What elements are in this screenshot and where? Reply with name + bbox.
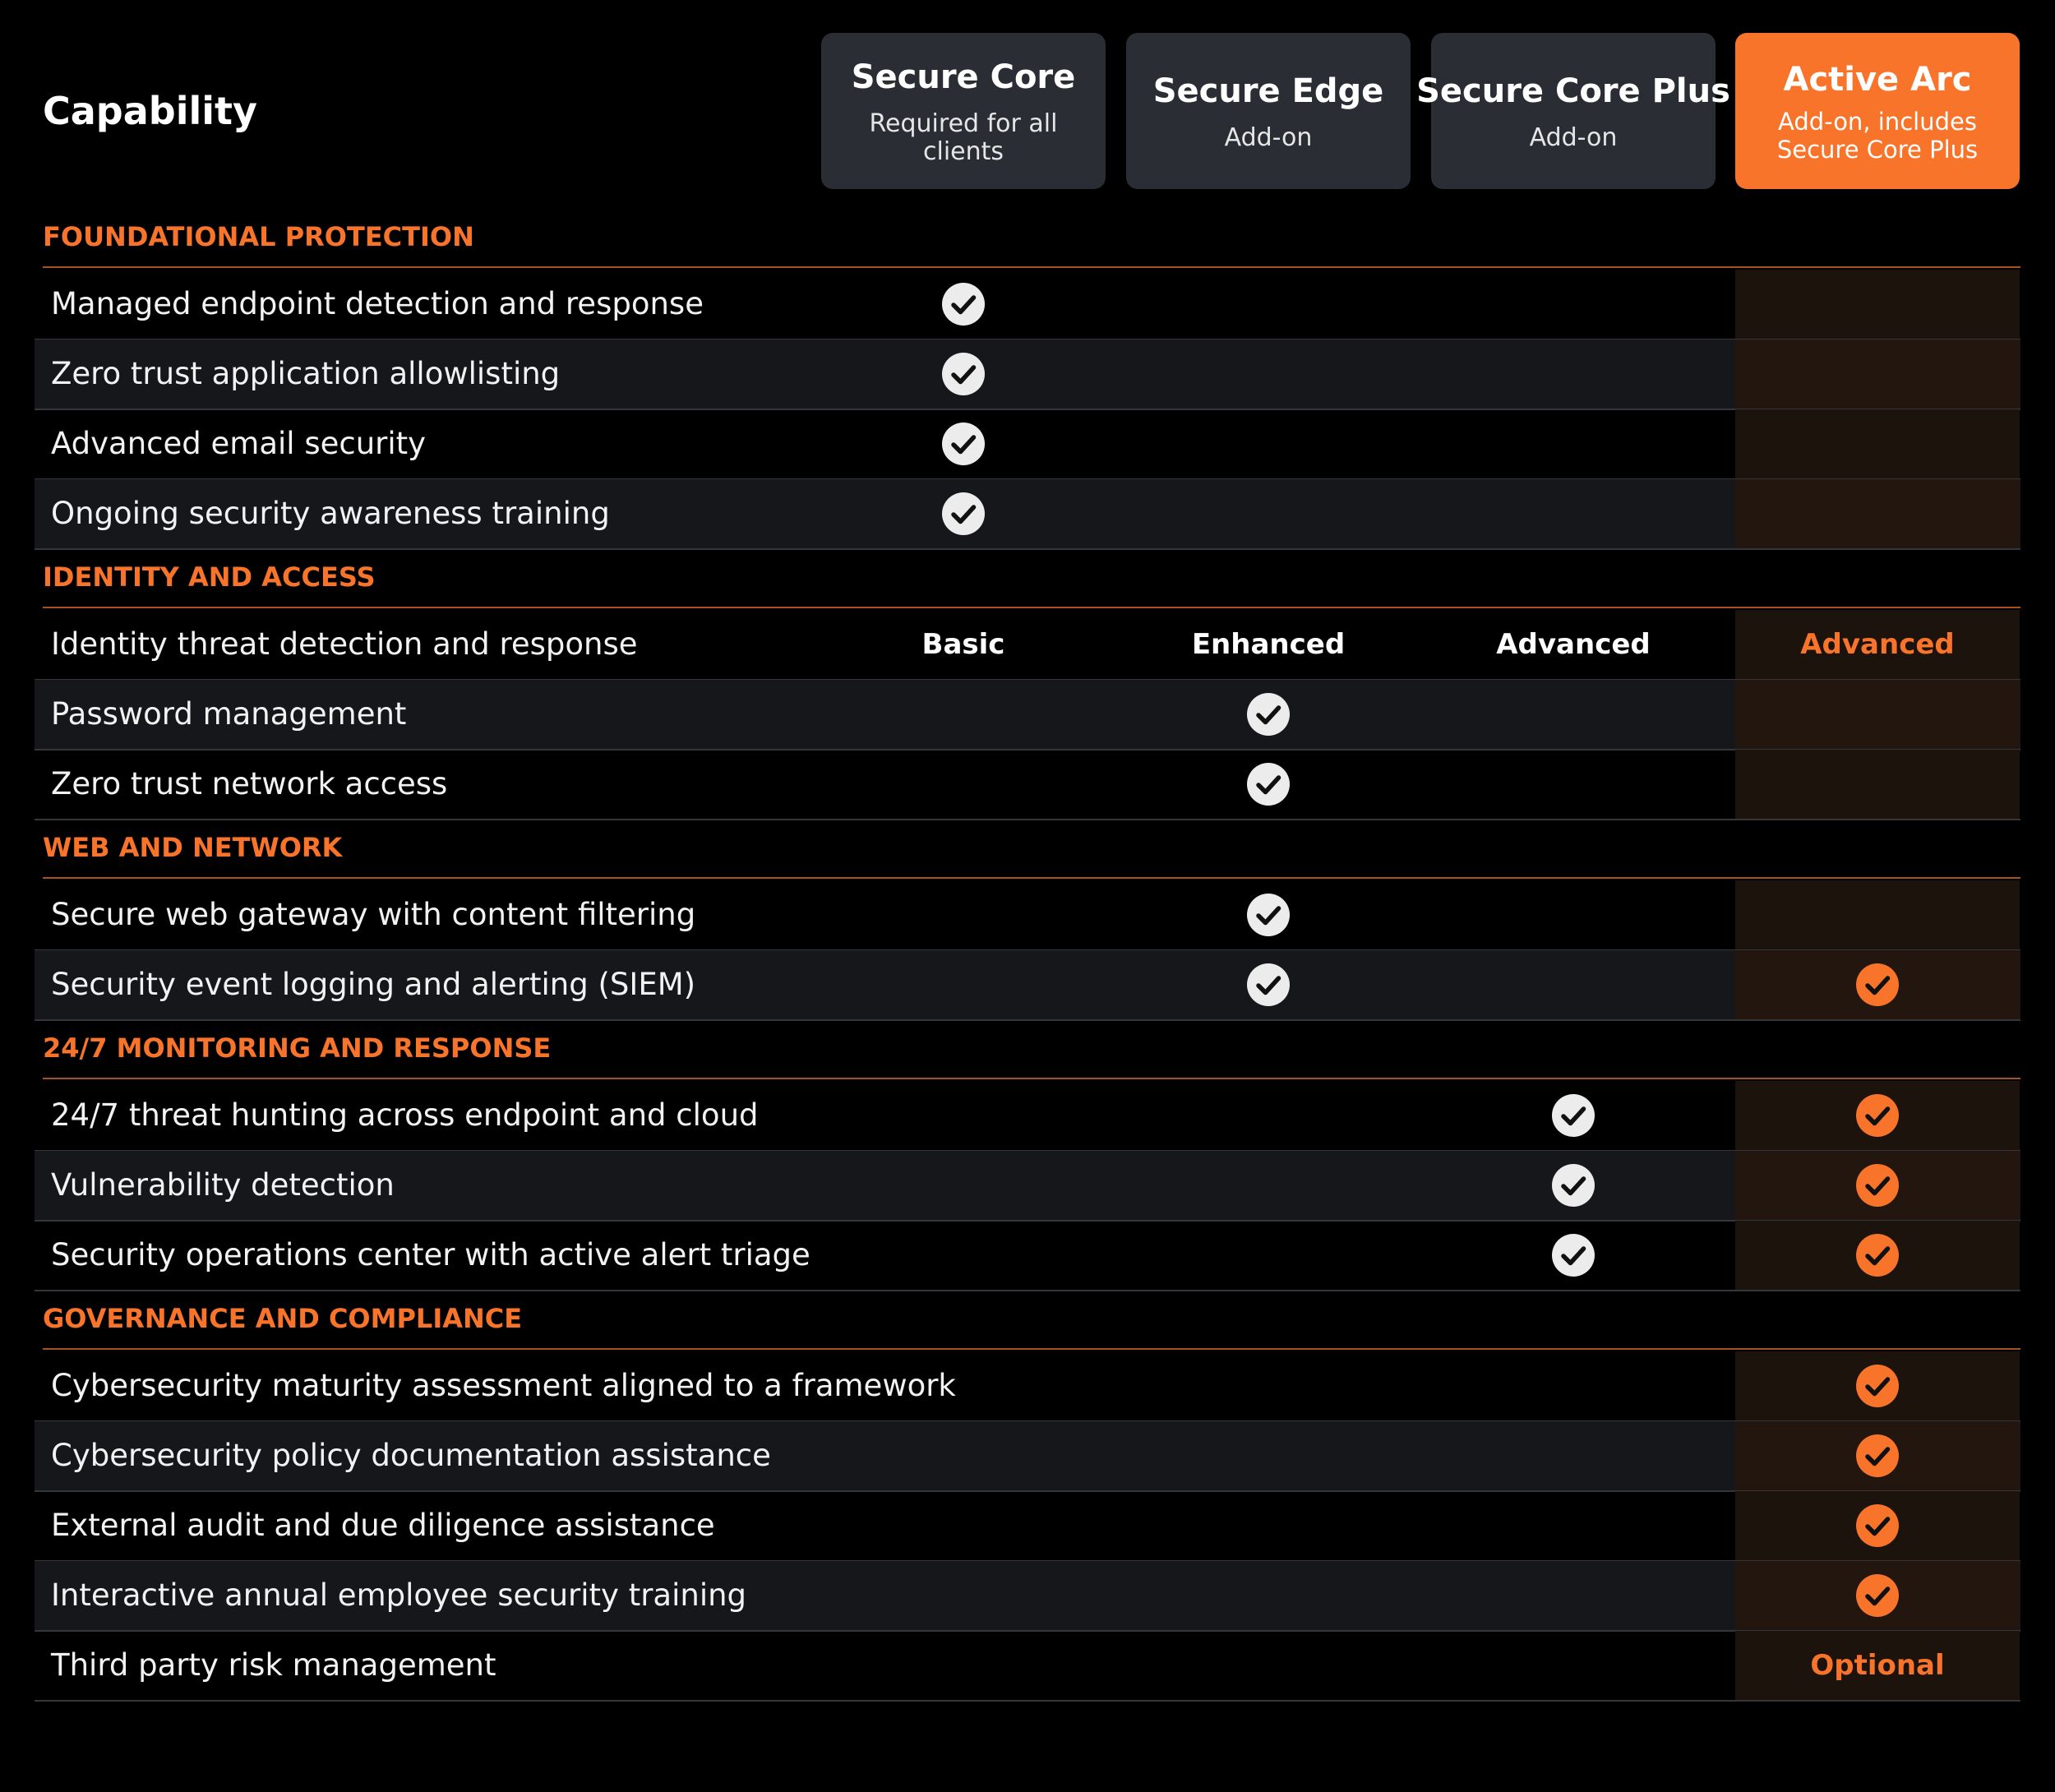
plan-cell bbox=[1126, 610, 1411, 679]
plan-cell bbox=[821, 610, 1106, 679]
plan-cell bbox=[1126, 409, 1411, 478]
tier-level-text: Advanced bbox=[1800, 628, 1955, 661]
capability-label: Vulnerability detection bbox=[51, 1167, 395, 1203]
plan-cell bbox=[1431, 610, 1716, 679]
check-icon bbox=[941, 352, 986, 396]
table-row bbox=[35, 1151, 2020, 1222]
capability-label: External audit and due diligence assistance bbox=[51, 1508, 715, 1543]
check-icon bbox=[941, 492, 986, 536]
tier-level-text: Basic bbox=[921, 628, 1005, 661]
plan-cell bbox=[1126, 1561, 1411, 1630]
capability-label: Identity threat detection and response bbox=[51, 626, 638, 662]
plan-cell bbox=[1126, 270, 1411, 339]
capability-label: Interactive annual employee security training bbox=[51, 1577, 747, 1613]
table-row bbox=[35, 479, 2020, 550]
capability-label: Password management bbox=[51, 696, 407, 732]
plan-cell bbox=[1126, 479, 1411, 548]
plan-cell bbox=[1126, 1151, 1411, 1220]
plan-cell bbox=[1431, 880, 1716, 949]
orange-check-icon bbox=[1855, 1434, 1900, 1478]
capability-label: Third party risk management bbox=[51, 1647, 496, 1683]
capability-label: Zero trust application allowlisting bbox=[51, 356, 561, 391]
section-heading: IDENTITY AND ACCESS bbox=[43, 561, 376, 593]
table-row bbox=[35, 750, 2020, 820]
plan-cell bbox=[1431, 1631, 1716, 1700]
plan-cell bbox=[821, 1631, 1106, 1700]
plan-cell bbox=[821, 1221, 1106, 1290]
plan-cell bbox=[1126, 1081, 1411, 1150]
table-row bbox=[35, 880, 2020, 951]
plan-cell bbox=[821, 1491, 1106, 1560]
table-row bbox=[35, 1221, 2020, 1291]
plan-header-secure-edge bbox=[1126, 33, 1411, 189]
plan-cell bbox=[1735, 339, 2020, 409]
plan-cell bbox=[1735, 1421, 2020, 1490]
section-heading: GOVERNANCE AND COMPLIANCE bbox=[43, 1303, 523, 1334]
plan-name: Active Arc bbox=[1783, 61, 1972, 99]
plan-cell bbox=[1735, 750, 2020, 819]
check-icon bbox=[1246, 963, 1291, 1007]
plan-cell bbox=[1126, 1631, 1411, 1700]
capability-heading: Capability bbox=[43, 89, 257, 133]
plan-cell bbox=[1126, 339, 1411, 409]
plan-cell bbox=[1431, 680, 1716, 749]
plan-cell bbox=[1735, 1221, 2020, 1290]
plan-cell bbox=[1431, 750, 1716, 819]
table-row bbox=[35, 339, 2020, 410]
plan-cell bbox=[821, 750, 1106, 819]
tier-level-text: Enhanced bbox=[1191, 628, 1346, 661]
plan-cell bbox=[821, 880, 1106, 949]
plan-cell bbox=[1735, 1351, 2020, 1420]
plan-cell bbox=[821, 270, 1106, 339]
plan-cell bbox=[1431, 270, 1716, 339]
table-row bbox=[35, 950, 2020, 1021]
capability-label: Ongoing security awareness training bbox=[51, 496, 610, 531]
plan-cell bbox=[1431, 950, 1716, 1019]
plan-cell bbox=[1735, 1561, 2020, 1630]
plan-cell bbox=[1735, 1081, 2020, 1150]
orange-check-icon bbox=[1855, 1503, 1900, 1548]
plan-cell bbox=[1735, 610, 2020, 679]
plan-cell bbox=[1431, 409, 1716, 478]
check-icon bbox=[941, 422, 986, 466]
plan-name: Secure Core Plus bbox=[1416, 72, 1730, 110]
plan-cell bbox=[1431, 339, 1716, 409]
plan-cell bbox=[1431, 1491, 1716, 1560]
capability-label: Cybersecurity maturity assessment aligned to a framework bbox=[51, 1368, 956, 1403]
plan-cell bbox=[1126, 1491, 1411, 1560]
capability-label: Secure web gateway with content filtering bbox=[51, 897, 696, 932]
capability-label: 24/7 threat hunting across endpoint and cloud bbox=[51, 1097, 759, 1133]
tier-level-text: Optional bbox=[1810, 1649, 1945, 1682]
check-icon bbox=[1246, 692, 1291, 737]
plan-cell bbox=[1735, 950, 2020, 1019]
plan-cell bbox=[1431, 1081, 1716, 1150]
plan-cell bbox=[821, 1561, 1106, 1630]
plan-cell bbox=[1431, 1561, 1716, 1630]
plan-cell bbox=[1735, 479, 2020, 548]
section-heading: FOUNDATIONAL PROTECTION bbox=[43, 221, 474, 252]
plan-cell bbox=[1126, 950, 1411, 1019]
check-icon bbox=[1551, 1163, 1596, 1208]
orange-check-icon bbox=[1855, 1364, 1900, 1408]
plan-subtitle: Add-on bbox=[1529, 123, 1618, 152]
check-icon bbox=[941, 282, 986, 326]
orange-check-icon bbox=[1855, 1573, 1900, 1618]
section-divider bbox=[43, 266, 2020, 268]
plan-header-secure-core-plus bbox=[1416, 33, 1730, 189]
plan-cell bbox=[821, 1081, 1106, 1150]
capability-label: Managed endpoint detection and response bbox=[51, 286, 704, 321]
capability-label: Security operations center with active alert triage bbox=[51, 1237, 810, 1272]
section-heading: 24/7 MONITORING AND RESPONSE bbox=[43, 1032, 552, 1064]
plan-cell bbox=[821, 680, 1106, 749]
section-divider bbox=[43, 607, 2020, 608]
plan-subtitle: Add-on, includes Secure Core Plus bbox=[1776, 108, 1979, 164]
section-divider bbox=[43, 877, 2020, 879]
table-row bbox=[35, 1081, 2020, 1152]
plan-cell bbox=[1431, 1221, 1716, 1290]
orange-check-icon bbox=[1855, 1163, 1900, 1208]
check-icon bbox=[1551, 1233, 1596, 1277]
capability-label: Advanced email security bbox=[51, 426, 427, 461]
plan-header-active-arc bbox=[1735, 33, 2020, 189]
plan-subtitle: Add-on bbox=[1224, 123, 1313, 152]
plan-cell bbox=[1735, 880, 2020, 949]
table-row bbox=[35, 1351, 2020, 1422]
plan-cell bbox=[1126, 680, 1411, 749]
plan-header-secure-core bbox=[821, 33, 1106, 189]
plan-cell bbox=[1735, 1151, 2020, 1220]
orange-check-icon bbox=[1855, 1093, 1900, 1138]
orange-check-icon bbox=[1855, 1233, 1900, 1277]
table-row bbox=[35, 1421, 2020, 1492]
section-heading: WEB AND NETWORK bbox=[43, 832, 343, 863]
orange-check-icon bbox=[1855, 963, 1900, 1007]
plan-cell bbox=[1126, 1351, 1411, 1420]
plan-cell bbox=[1735, 409, 2020, 478]
table-row bbox=[35, 680, 2020, 751]
plan-cell bbox=[1431, 1421, 1716, 1490]
capability-label: Zero trust network access bbox=[51, 766, 448, 801]
table-row bbox=[35, 610, 2020, 681]
capability-label: Security event logging and alerting (SIEM) bbox=[51, 967, 696, 1002]
plan-cell bbox=[1735, 1631, 2020, 1700]
table-row bbox=[35, 1631, 2020, 1702]
plan-cell bbox=[1126, 1221, 1411, 1290]
check-icon bbox=[1246, 893, 1291, 937]
check-icon bbox=[1551, 1093, 1596, 1138]
plan-cell bbox=[821, 339, 1106, 409]
plan-cell bbox=[1126, 750, 1411, 819]
plan-cell bbox=[1126, 1421, 1411, 1490]
plan-cell bbox=[1126, 880, 1411, 949]
plan-cell bbox=[1735, 1491, 2020, 1560]
plan-cell bbox=[821, 409, 1106, 478]
plan-cell bbox=[821, 1151, 1106, 1220]
plan-cell bbox=[821, 950, 1106, 1019]
section-divider bbox=[43, 1348, 2020, 1350]
plan-cell bbox=[821, 1421, 1106, 1490]
plan-cell bbox=[1431, 1351, 1716, 1420]
table-row bbox=[35, 1491, 2020, 1562]
plan-subtitle: Required for all clients bbox=[869, 109, 1058, 166]
plan-cell bbox=[1431, 479, 1716, 548]
plan-cell bbox=[1431, 1151, 1716, 1220]
check-icon bbox=[1246, 762, 1291, 806]
tier-level-text: Advanced bbox=[1496, 628, 1651, 661]
section-divider bbox=[43, 1078, 2020, 1079]
table-row bbox=[35, 409, 2020, 480]
plan-cell bbox=[821, 479, 1106, 548]
plan-cell bbox=[821, 1351, 1106, 1420]
capability-label: Cybersecurity policy documentation assistance bbox=[51, 1438, 771, 1473]
plan-name: Secure Edge bbox=[1152, 72, 1384, 110]
plan-cell bbox=[1735, 680, 2020, 749]
table-row bbox=[35, 1561, 2020, 1632]
table-row bbox=[35, 270, 2020, 340]
plan-name: Secure Core bbox=[851, 58, 1076, 96]
plan-cell bbox=[1735, 270, 2020, 339]
